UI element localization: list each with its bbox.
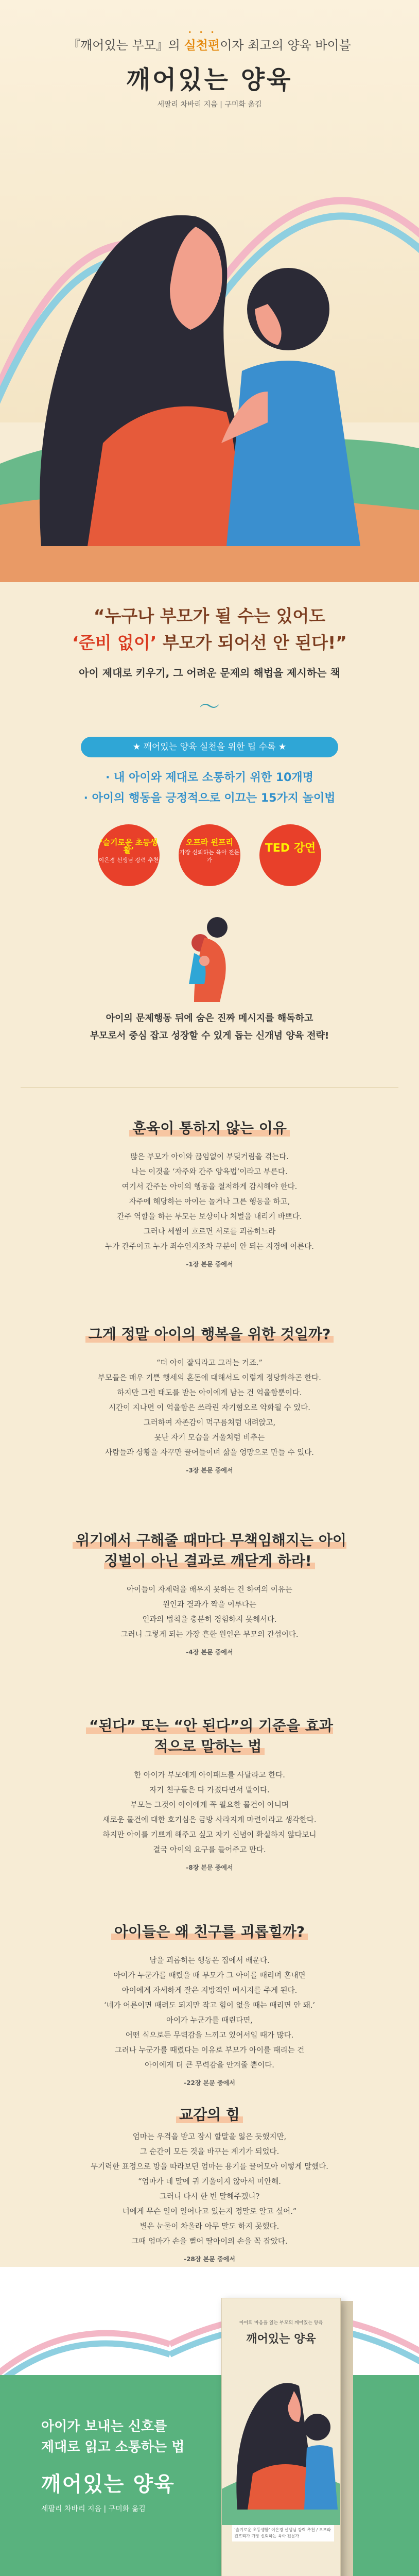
intro-foot-1: 아이의 문제행동 뒤에 숨은 진짜 메시지를 해독하고 xyxy=(106,1013,313,1024)
hero-illustration xyxy=(0,0,419,582)
book-cover-art xyxy=(222,2355,340,2525)
footer-line-2: 제대로 읽고 소통하는 법 xyxy=(41,2439,185,2455)
excerpt-5 xyxy=(0,1922,419,2087)
badge-ted: TED 강연 xyxy=(259,824,321,886)
excerpt-3-title: 위기에서 구해줄 때마다 무책임해지는 아이 징벌이 아닌 결과로 깨닫게 하라! xyxy=(65,1530,354,1571)
footer-title: 깨어있는 양육 xyxy=(41,2472,175,2496)
hug-illustration xyxy=(173,912,246,1005)
excerpt-4-title: “된다” 또는 “안 된다”의 기준을 효과적으로 말하는 법 xyxy=(86,1716,333,1757)
intro-subtitle: 아이 제대로 키우기, 그 어려운 문제의 해법을 제시하는 책 xyxy=(79,667,340,679)
excerpt-5-title: 아이들은 왜 친구를 괴롭힐까? xyxy=(0,1922,419,1942)
excerpt-6-body: 엄마는 우격을 받고 잠시 할말을 잃은 듯했지만, 그 순간이 모든 것을 바꾸는 계기가 되었다. 무기력한 표정으로 방을 따라보던 엄마는 용기를 끌어모아 이렇게 말했다. “엄마가 네 말에 귀 기울이지 않아서 미안해. 그러니 다시 한 번 말해주겠니? 너에게 무슨 일이 일어나고 있는지 정말로 알고 싶어.” 별은 눈물이 차올라 아무 말도 하지 못했다. 그때 엄마가 손을 뻗어 딸아이의 손을 꼭 잡았다. xyxy=(91,2133,328,2246)
footer-text xyxy=(41,2416,184,2514)
tip-bullet-1: · 내 아이와 제대로 소통하기 위한 10개명 xyxy=(106,771,313,784)
excerpt-2-title: 그게 정말 아이의 행복을 위한 것일까? xyxy=(0,1324,419,1345)
tips-banner: ★ 깨어있는 양육 실천을 위한 팁 수록 ★ xyxy=(81,737,338,757)
footer-author: 세팔리 차바리 지음 | 구미화 옮김 xyxy=(41,2505,146,2513)
book-spine xyxy=(340,2301,353,2576)
subtitle-highlight: • • • 실천편 xyxy=(184,38,220,53)
excerpt-4-body: 한 아이가 부모에게 아이패드를 사달라고 한다. 자기 친구들은 다 가졌다면서 말이다. 부모는 그것이 아이에게 꼭 필요한 물건이 아니며 새로운 물건에 대한 호기심은 금방 사라지게 마련이라고 생각한다. 하지만 아이를 기쁘게 해주고 싶고 자기 신념이 확실하지 않다보니 결국 아이의 요구를 들어주고 만다. xyxy=(102,1771,317,1854)
book-subtitle: 아이의 마음을 읽는 부모의 깨어있는 양육 xyxy=(239,2320,323,2326)
badge-recommend: ‘슬기로운 초등생활’ 이은경 선생님 강력 추천 xyxy=(98,824,160,886)
footer-promo xyxy=(0,2267,419,2576)
intro-quote: “누구나 부모가 될 수는 있어도 ‘준비 없이’ 부모가 되어선 안 된다!” xyxy=(72,606,347,653)
excerpt-5-source: -22장 본문 중에서 xyxy=(184,2079,235,2087)
hero-title: 깨어있는 양육 xyxy=(126,65,293,94)
hero-subtitle: 『깨어있는 부모』의 • • • 실천편이자 최고의 양육 바이블 xyxy=(0,35,419,53)
excerpt-1-body: 많은 부모가 아이와 끊임없이 부딪거림을 겪는다. 나는 이것을 ‘자주와 간주 양육법’이라고 부른다. 여기서 간주는 아이의 행동을 철저하게 감시해야 한다. 자주에 해당하는 아이는 놀거나 그른 행동을 하고, 간주 역할을 하는 부모는 보상이나 처벌을 내리기 바쁘다. 그러나 세월이 흐르면 서로를 괴롭히느라 누가 간주이고 누가 죄수인지조차 구분이 안 되는 지경에 이른다. xyxy=(105,1153,314,1251)
excerpt-1 xyxy=(0,1118,419,1268)
tip-bullet-2: · 아이의 행동을 긍정적으로 이끄는 15가지 놀이법 xyxy=(83,792,336,805)
footer-line-1: 아이가 보내는 신호를 xyxy=(41,2419,167,2434)
intro-foot-2: 부모로서 중심 잡고 성장할 수 있게 돕는 신개념 양육 전략! xyxy=(90,1030,329,1041)
excerpt-1-title: 훈육이 통하지 않는 이유 xyxy=(0,1118,419,1139)
excerpt-3-body: 아이들이 자제력을 배우지 못하는 건 하여의 이유는 원인과 결과가 짝을 이루다는 인과의 법칙을 충분히 경험하지 못해서다. 그러니 그렇게 되는 가장 흔한 원인은 부모의 간섭이다. xyxy=(120,1586,299,1639)
excerpt-6 xyxy=(0,2105,419,2125)
book-tag: ‘슬기로운 초등생활’ 이은경 선생님 강력 추천 / 오프라 윈프리가 가장 신뢰하는 육아 전문가 xyxy=(232,2525,334,2541)
hero-author: 세팔리 차바리 지음 | 구미화 옮김 xyxy=(157,100,262,109)
excerpt-5-body: 남을 괴롭히는 행동은 집에서 배운다. 아이가 누군가를 때렸을 때 부모가 그 아이를 때리며 혼내면 아이에게 자세하게 잘은 지방적인 메시지를 주게 된다. ‘네가 어른이면 때려도 되지만 작고 힘이 없을 때는 때리면 안 돼.’ 아이가 누군가를 때린다면, 어떤 식으로든 무력감을 느끼고 있어서일 때가 많다. 그러나 누군가를 때렸다는 이유로 부모가 아이를 때리는 건 아이에게 더 큰 무력감을 안겨줄 뿐이다. xyxy=(103,1957,316,2070)
book-cover xyxy=(221,2298,341,2576)
excerpt-2-body: “더 아이 잘되라고 그러는 거죠.” 부모들은 매우 기쁜 행세의 혼돈에 대해서도 이렇게 정당화하곤 한다. 하지만 그런 태도를 받는 아이에게 남는 건 억울함뿐이다. 시간이 지나면 이 억울함은 쓰라린 자기혐오로 악화될 수 있다. 그러하여 자존감이 먹구름처럼 내려앉고, 못난 자기 모습을 거울처럼 비추는 사람들과 상황을 자꾸만 끌어들이며 삶을 엉망으로 만들 수 있다. xyxy=(98,1359,321,1457)
excerpt-6-content xyxy=(0,2123,419,2263)
excerpt-2-source: -3장 본문 중에서 xyxy=(186,1467,233,1474)
excerpt-6-title: 교감의 힘 xyxy=(0,2105,419,2125)
excerpt-6-source: -28장 본문 중에서 xyxy=(184,2256,235,2263)
excerpt-4 xyxy=(0,1716,419,1872)
tilde-divider: 〜 xyxy=(199,695,220,719)
excerpt-3-source: -4장 본문 중에서 xyxy=(186,1649,233,1656)
excerpt-1-source: -1장 본문 중에서 xyxy=(186,1261,233,1268)
excerpt-2 xyxy=(0,1324,419,1475)
section-divider xyxy=(21,1087,398,1088)
badge-oprah: 오프라 윈프리 가장 신뢰하는 육아 전문가 xyxy=(179,824,240,886)
excerpt-4-source: -8장 본문 중에서 xyxy=(186,1864,233,1871)
book-title: 깨어있는 양육 xyxy=(246,2333,316,2346)
excerpt-3 xyxy=(0,1530,419,1656)
